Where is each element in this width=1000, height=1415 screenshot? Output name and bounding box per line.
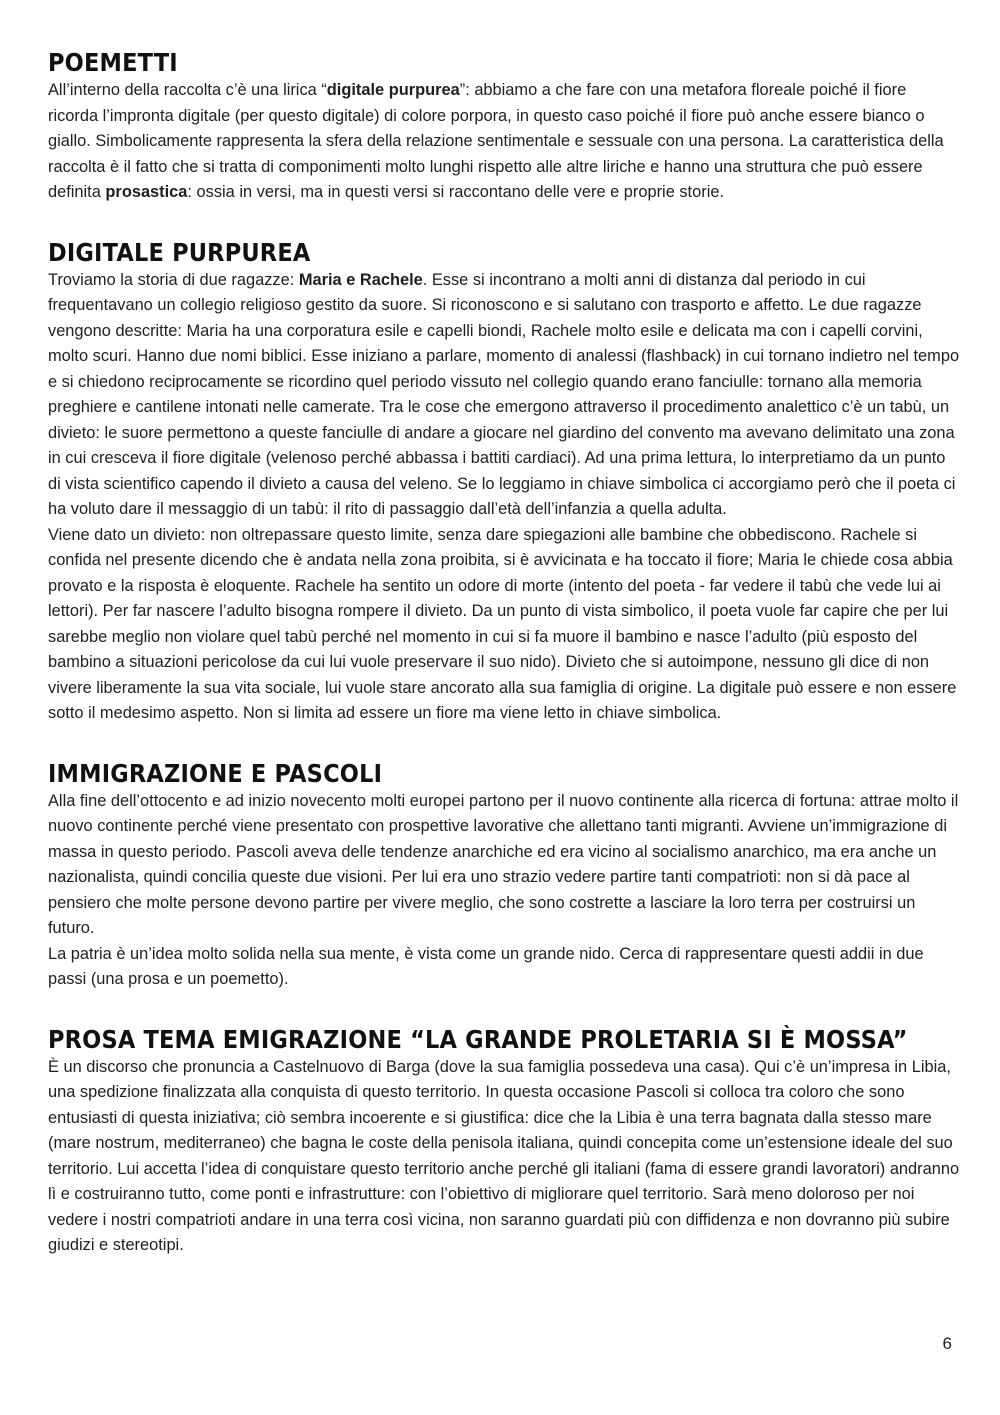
section-paragraph <box>48 268 960 523</box>
bold-term: digitale purpurea <box>326 81 460 99</box>
bold-term: Maria e Rachele <box>298 270 423 289</box>
paragraph-text: Viene dato un divieto: non oltrepassare questo limite, senza dare spiegazioni alle bambine che obbediscono. Rachele si confida nel presente dicendo che è andata nella zona proibita, si è avvicinata e ha toccato il fiore; Maria le chiede cosa abbia provato e la risposta è eloquente. Rachele ha sentito un odore di morte (intento del poeta - far vedere il tabù che vede lui ai lettori). Per far nascere l’adulto bisogna rompere il divieto. Da un punto di vista simbolico, il poeta vuole far capire che per lui sarebbe meglio non violare quel tabù perché nel momento in cui si fa muore il bambino e nasce l’adulto (più esposto del bambino a situazioni pericolose da cui lui vuole preservare il suo nido). Divieto che si autoimpone, nessuno gli dice di non vivere liberamente la sua vita sociale, lui vuole stare ancorato alla sua famiglia di origine. La digitale può essere e non essere sotto il medesimo aspetto. Non si limita ad essere un fiore ma viene letto in chiave simbolica. <box>48 525 957 722</box>
paragraph-text: ”: abbiamo a che fare con una metafora floreale poiché il fiore ricorda l’impronta digitale (per questo digitale) di colore porpora, in questo caso poiché il fiore può anche essere bianco o giallo. Simbolicamente rappresenta la sfera della relazione sentimentale e sessuale con una persona. La caratteristica della raccolta è il fatto che si tratta di componimenti molto lunghi rispetto alle altre liriche e hanno una struttura che può essere definita <box>48 81 944 201</box>
section-heading: POEMETTI <box>48 48 178 77</box>
section-heading: IMMIGRAZIONE E PASCOLI <box>48 758 383 788</box>
paragraph-text: La patria è un’idea molto solida nella sua mente, è vista come un grande nido. Cerca di rappresentare questi addii in due passi (una prosa e un poemetto). <box>48 944 924 988</box>
section-paragraph <box>48 1055 960 1259</box>
paragraph-text: Alla fine dell’ottocento e ad inizio novecento molti europei partono per il nuovo continente alla ricerca di fortuna: attrae molto il nuovo continente perché viene presentato con prospettive lavorative che allettano tanti migranti. Avviene un’immigrazione di massa in questo periodo. Pascoli aveva delle tendenze anarchiche ed era vicino al socialismo anarchico, ma era anche un nazionalista, quindi concilia queste due visioni. Per lui era uno strazio vedere partire tanti compatrioti: non si dà pace al pensiero che molte persone devono partire per vivere meglio, che sono costrette a lasciare la loro terra per costruirsi un futuro. <box>48 791 959 937</box>
bold-term: prosastica <box>105 183 188 201</box>
section-heading: DIGITALE PURPUREA <box>48 237 311 267</box>
paragraph-text: . Esse si incontrano a molti anni di distanza dal periodo in cui frequentavano un collegio religioso gestito da suore. Si riconoscono e si salutano con trasporto e affetto. Le due ragazze vengono descritte: Maria ha una corporatura esile e capelli biondi, Rachele molto esile e delicata ma con i capelli corvini, molto scuri. Hanno due nomi biblici. Esse iniziano a parlare, momento di analessi (flashback) in cui tornano indietro nel tempo e si chiedono reciprocamente se ricordino quel periodo vissuto nel collegio quando erano fanciulle: tornano alla memoria preghiere e cantilene intonati nelle camerate. Tra le cose che emergono attraverso il procedimento analettico c’è un tabù, un divieto: le suore permettono a queste fanciulle di andare a giocare nel giardino del convento ma avevano delimitato una zona in cui cresceva il fiore digitale (velenoso perché abbassa i battiti cardiaci). Ad una prima lettura, lo interpretiamo da un punto di vista scientifico capendo il divieto a causa del veleno. Se lo leggiamo in chiave simbolica ci accorgiamo però che il poeta ci ha voluto dare il messaggio di un tabù: il rito di passaggio dall’età dell’infanzia a quella adulta. <box>48 270 960 518</box>
paragraph-text: Troviamo la storia di due ragazze: <box>48 270 299 289</box>
section-heading: PROSA TEMA EMIGRAZIONE “LA GRANDE PROLETARIA SI È MOSSA” <box>48 1024 908 1054</box>
paragraph-text: All’interno della raccolta c’è una lirica “ <box>48 81 327 99</box>
page-number: 6 <box>942 1334 952 1353</box>
section-prosa-tema-emigrazione <box>48 1025 960 1259</box>
paragraph-text: È un discorso che pronuncia a Castelnuovo di Barga (dove la sua famiglia possedeva una casa). Qui c’è un’impresa in Libia, una spedizione finalizzata alla conquista di questo territorio. In questa occasione Pascoli si colloca tra coloro che sono entusiasti di questa iniziativa; ciò sembra incoerente e si giustifica: dice che la Libia è una terra bagnata dalla stesso mare (mare nostrum, mediterraneo) che bagna le coste della penisola italiana, quindi concepita come un’estensione ideale del suo territorio. Lui accetta l’idea di conquistare questo territorio anche perché gli italiani (fama di essere grandi lavoratori) andranno lì e costruiranno tutto, come ponti e infrastrutture: con l’obiettivo di migliorare quel territorio. Sarà meno doloroso per noi vedere i nostri compatrioti andare in una terra così vicina, non saranno guardati più con diffidenza e non dovranno più subire giudizi e stereotipi. <box>48 1057 960 1254</box>
section-poemetti <box>48 48 960 206</box>
section-paragraph <box>48 523 960 727</box>
section-immigrazione-e-pascoli <box>48 759 960 993</box>
section-digitale-purpurea <box>48 238 960 727</box>
section-paragraph <box>48 942 960 993</box>
document-page <box>48 48 960 1259</box>
paragraph-text: : ossia in versi, ma in questi versi si raccontano delle vere e proprie storie. <box>187 183 724 201</box>
section-paragraph <box>48 789 960 942</box>
section-paragraph <box>48 78 960 206</box>
